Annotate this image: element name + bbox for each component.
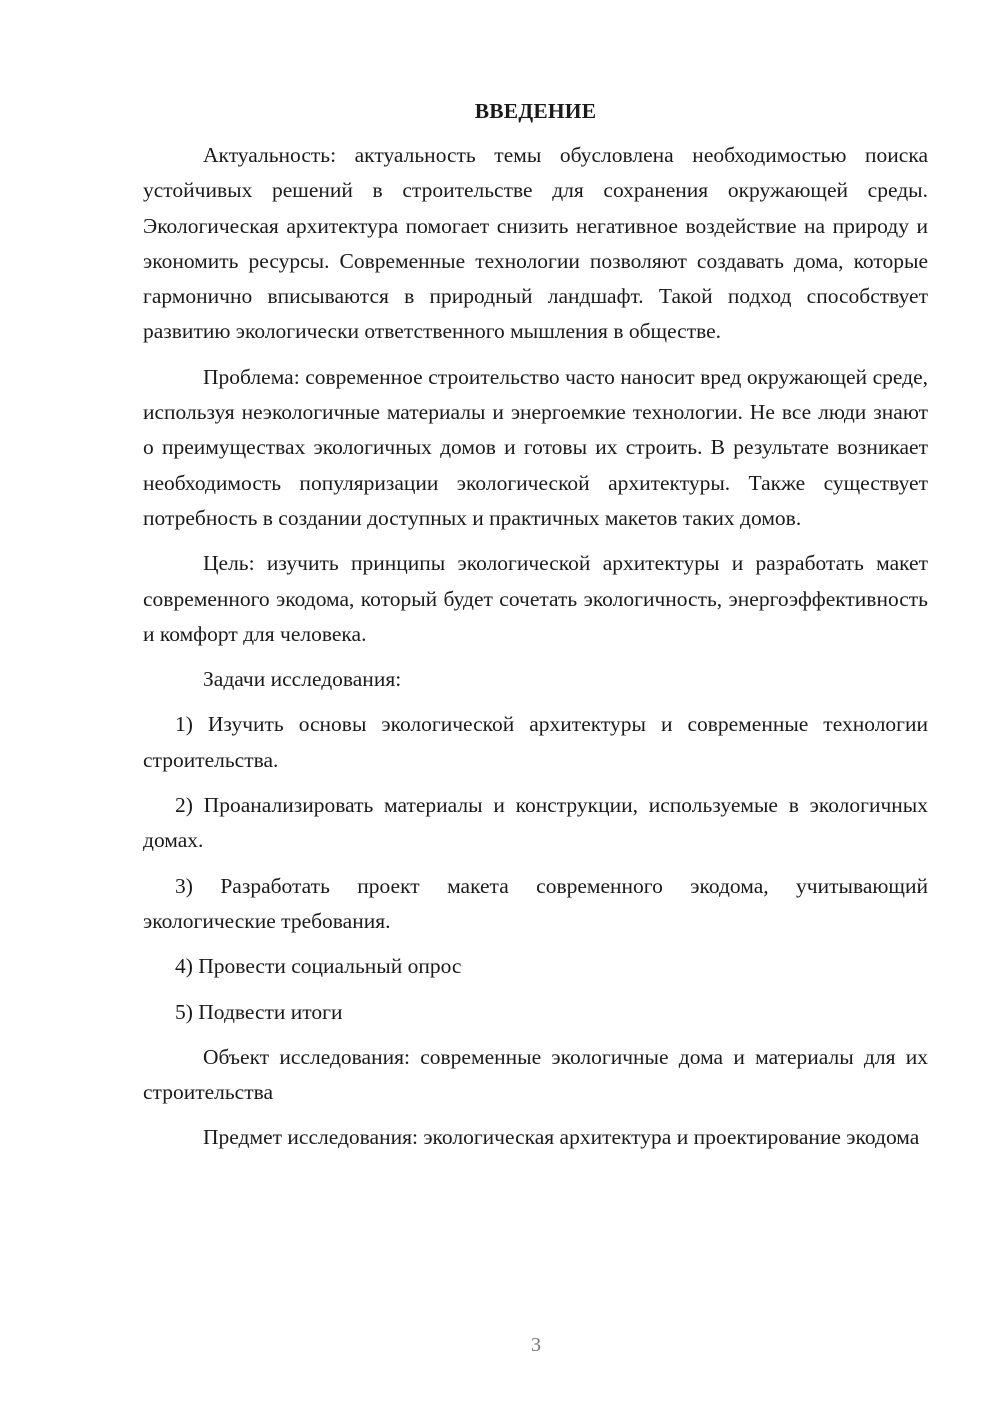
paragraph-relevance: Актуальность: актуальность темы обусловлена необходимостью поиска устойчивых решений в строительстве для сохранения окружающей среды. Экологическая архитектура помогает снизить негативное воздействие на природу и экономить ресурсы. Современные технологии позволяют создавать дома, которые гармонично вписываются в природный ландшафт. Такой подход способствует развитию экологически ответственного мышления в обществе.	[143, 143, 928, 344]
page-number: 3	[531, 1334, 541, 1356]
task-item-4: 4) Провести социальный опрос	[175, 954, 462, 979]
paragraph-goal: Цель: изучить принципы экологической архитектуры и разработать макет современного экодома, который будет сочетать экологичность, энергоэффективность и комфорт для человека.	[143, 551, 928, 646]
paragraph-object: Объект исследования: современные экологичные дома и материалы для их строительства	[143, 1044, 928, 1105]
task-item-1: 1) Изучить основы экологической архитектуры и современные технологии строительства.	[143, 712, 928, 772]
paragraph-problem: Проблема: современное строительство часто наносит вред окружающей среде, используя неэкологичные материалы и энергоемкие технологии. Не все люди знают о преимуществах экологичных домов и готовы их строить. В результате возникает необходимость популяризации экологической архитектуры. Также существует потребность в создании доступных и практичных макетов таких домов.	[143, 364, 928, 530]
task-item-2: 2) Проанализировать материалы и конструкции, используемые в экологичных домах.	[143, 793, 928, 853]
paragraph-subject: Предмет исследования: экологическая архитектура и проектирование экодома	[203, 1125, 920, 1150]
task-item-3: 3) Разработать проект макета современного экодома, учитывающий экологические требования.	[143, 873, 928, 933]
section-title: ВВЕДЕНИЕ	[474, 99, 597, 123]
task-item-5: 5) Подвести итоги	[175, 999, 343, 1024]
tasks-heading: Задачи исследования:	[203, 667, 402, 692]
document-page	[143, 96, 928, 1156]
